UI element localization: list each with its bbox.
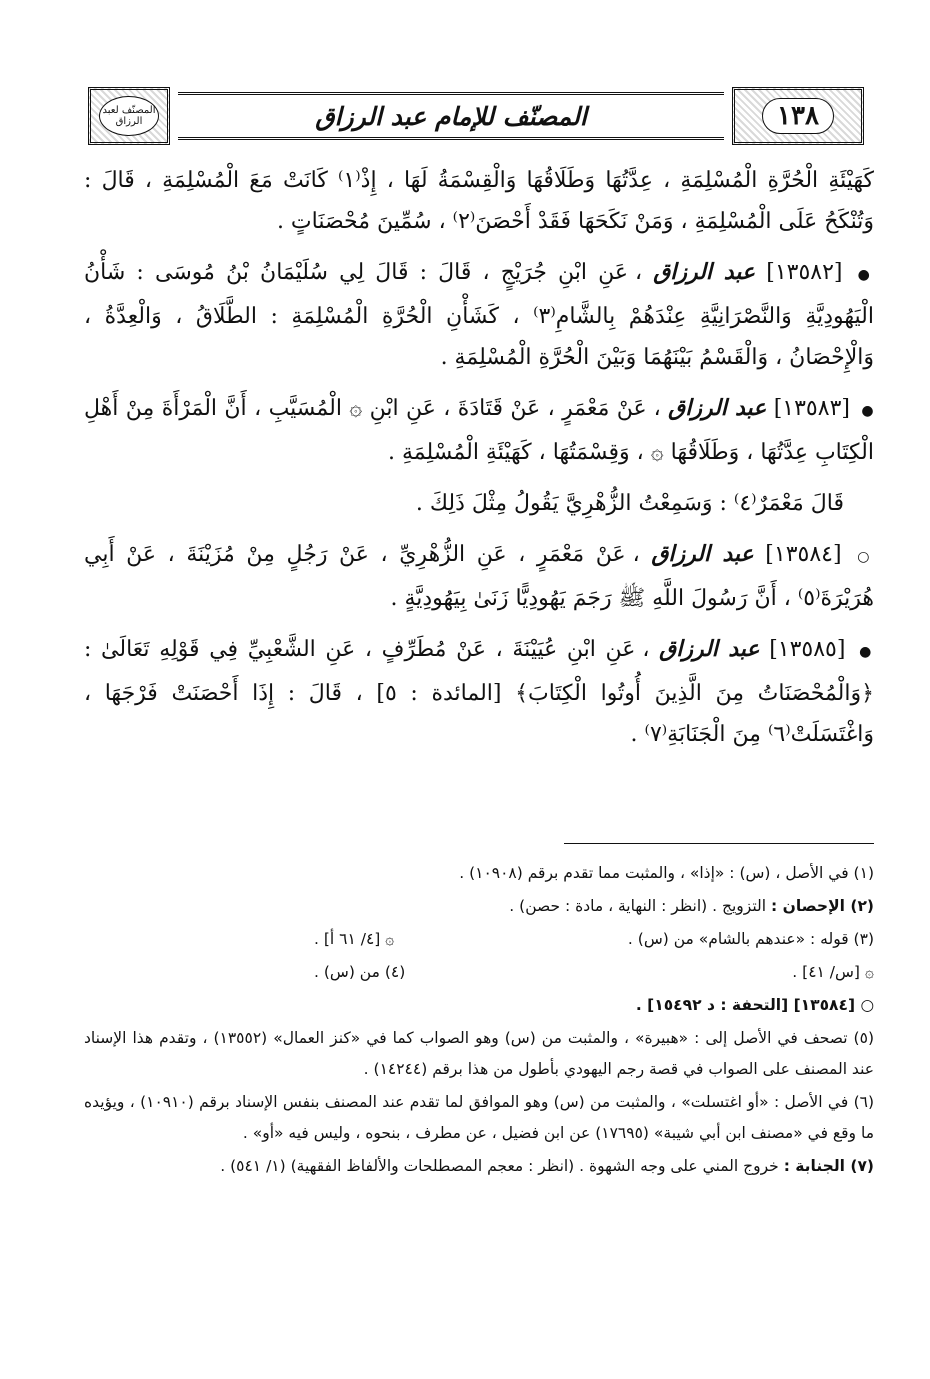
footnote-7-label: (٧) الجنابة : (783, 1157, 874, 1175)
footnote-1: (١) في الأصل ، (س) : «إذا» ، والمثبت مما تقدم برقم (١٠٩٠٨) . (459, 864, 874, 882)
entry-number: [١٣٥٨٤] (765, 542, 842, 567)
entry-marker: ○ (857, 549, 875, 565)
book-emblem-text: المصنّف لعبد الرزاق (99, 96, 159, 136)
entry-text: ، عَنِ ابْنِ عُيَيْنَةَ ، عَنْ مُطَرِّفٍ ، عَنِ الشَّعْبِيِّ فِي قَوْلِهِ تَعَالَىٰ : ﴿وَالْمُحْصَنَاتُ مِنَ الَّذِينَ أُوتُوا الْكِتَابَ﴾ [المائدة : ٥] ، قَالَ : إِذَا أَحْصَنَتْ فَرْجَهَا ، وَاغْتَسَلَتْ⁽٦⁾ مِنَ الْجَنَابَةِ⁽٧⁾ . (84, 637, 874, 747)
page-number: ١٣٨ (762, 98, 834, 134)
page-header (88, 84, 864, 148)
footnote-2 (84, 891, 874, 922)
hadith-entry (84, 534, 874, 619)
tuhfa-reference: ○ [١٣٥٨٤] [التحفة : د ١٥٤٩٢] . (635, 996, 874, 1014)
entry-author: عبد الرزاق (653, 259, 756, 285)
main-text (84, 160, 874, 765)
entry-number: [١٣٥٨٥] (769, 637, 846, 662)
footnote-3: (٣) قوله : «عندهم بالشام» من (س) . (627, 930, 874, 948)
hadith-entry (84, 388, 874, 473)
entry-text: ، عَنْ مَعْمَرٍ ، عَنِ الزُّهْرِيِّ ، عَنْ رَجُلٍ مِنْ مُزَيْنَةَ ، عَنْ أَبِي هُرَيْرَةَ⁽٥⁾ ، أَنَّ رَسُولَ اللَّهِ ﷺ رَجَمَ يَهُودِيًّا زَنَىٰ بِيَهُودِيَّةٍ . (84, 542, 874, 611)
continuation-paragraph: كَهَيْئَةِ الْحُرَّةِ الْمُسْلِمَةِ ، عِدَّتُهَا وَطَلَاقُهَا وَالْقِسْمَةُ لَهَا ، إِذْ⁽١⁾ كَانَتْ مَعَ الْمُسْلِمَةِ ، قَالَ : وَتُنْكَحُ عَلَى الْمُسْلِمَةِ ، وَمَنْ نَكَحَهَا فَقَدْ أَحْصَنَ⁽٢⁾ ، سُمِّينَ مُحْصَنَاتٍ . (84, 168, 875, 234)
entry-subnote: قَالَ مَعْمَرٌ⁽٤⁾ : وَسَمِعْتُ الزُّهْرِيَّ يَقُولُ مِثْلَ ذَلِكَ . (415, 491, 844, 516)
footnote-4: (٤) من (س) . (314, 963, 406, 981)
hadith-entry (84, 252, 874, 378)
entry-marker: ● (859, 644, 874, 660)
entry-text: ، عَنِ ابْنِ جُرَيْجٍ ، قَالَ : قَالَ لِي سُلَيْمَانُ بْنُ مُوسَى : شَأْنُ الْيَهُودِيَّةِ وَالنَّصْرَانِيَّةِ عِنْدَهُمْ بِالشَّامِ⁽٣⁾ ، كَشَأْنِ الْحُرَّةِ الْمُسْلِمَةِ : الطَّلَاقُ ، وَالْعِدَّةُ ، وَالْإِحْصَانُ ، وَالْقَسْمُ بَيْنَهُمَا وَبَيْنَ الْحُرَّةِ الْمُسْلِمَةِ . (84, 260, 874, 370)
footnote-2-label: (٢) الإحصان : (771, 897, 874, 915)
footnotes (84, 858, 874, 1184)
book-emblem (88, 87, 170, 145)
entry-number: [١٣٥٨٢] (766, 260, 843, 285)
footnote-row (84, 924, 874, 955)
footnote-separator (564, 843, 874, 844)
footnote-2-text: التزويج . (انظر : النهاية ، مادة : حصن) . (509, 897, 767, 915)
footnote-5: (٥) تصحف في الأصل إلى : «هبيرة» ، والمثبت من (س) وهو الصواب كما في «كنز العمال» (١٣٥٥٢) ، وتقدم هذا الإسناد عند المصنف على الصواب في قصة رجم اليهودي بأطول من هذا برقم (١٤٢٤٤) . (84, 1029, 874, 1078)
entry-author: عبد الرزاق (659, 636, 760, 662)
manuscript-marker-2: ۞ [س/ ٤١] . (792, 963, 874, 981)
entry-author: عبد الرزاق (651, 541, 754, 567)
footnote-row (84, 957, 874, 988)
manuscript-marker-1: ۞ [٤/ ٦١ أ] . (314, 930, 395, 948)
entry-marker: ● (861, 403, 875, 419)
entry-marker: ● (857, 267, 874, 283)
entry-text: ، عَنْ مَعْمَرٍ ، عَنْ قَتَادَةَ ، عَنِ ابْنِ ۞ الْمُسَيَّبِ ، أَنَّ الْمَرْأَةَ مِنْ أَهْلِ الْكِتَابِ عِدَّتُهَا ، وَطَلَاقُهَا ۞ ، وَقِسْمَتُهَا ، كَهَيْئَةِ الْمُسْلِمَةِ . (84, 396, 874, 465)
footnote-6: (٦) في الأصل : «أو اغتسلت» ، والمثبت من (س) وهو الموافق لما تقدم عند المصنف بنفس الإسناد برقم (١٠٩١٠) ، ويؤيده ما وقع في «مصنف ابن أبي شيبة» (١٧٦٩٥) عن ابن فضيل ، عن مطرف ، بنحوه ، وليس فيه «أو» . (84, 1093, 875, 1142)
entry-author: عبد الرزاق (668, 395, 767, 421)
entry-number: [١٣٥٨٣] (773, 396, 850, 421)
running-title: المصنّف للإمام عبد الرزاق (178, 92, 724, 140)
footnote-7 (84, 1151, 874, 1182)
hadith-entry (84, 629, 874, 755)
page-number-frame (732, 87, 864, 145)
footnote-7-text: خروج المني على وجه الشهوة . (انظر : معجم المصطلحات والألفاظ الفقهية) (١/ ٥٤١) . (220, 1157, 779, 1175)
